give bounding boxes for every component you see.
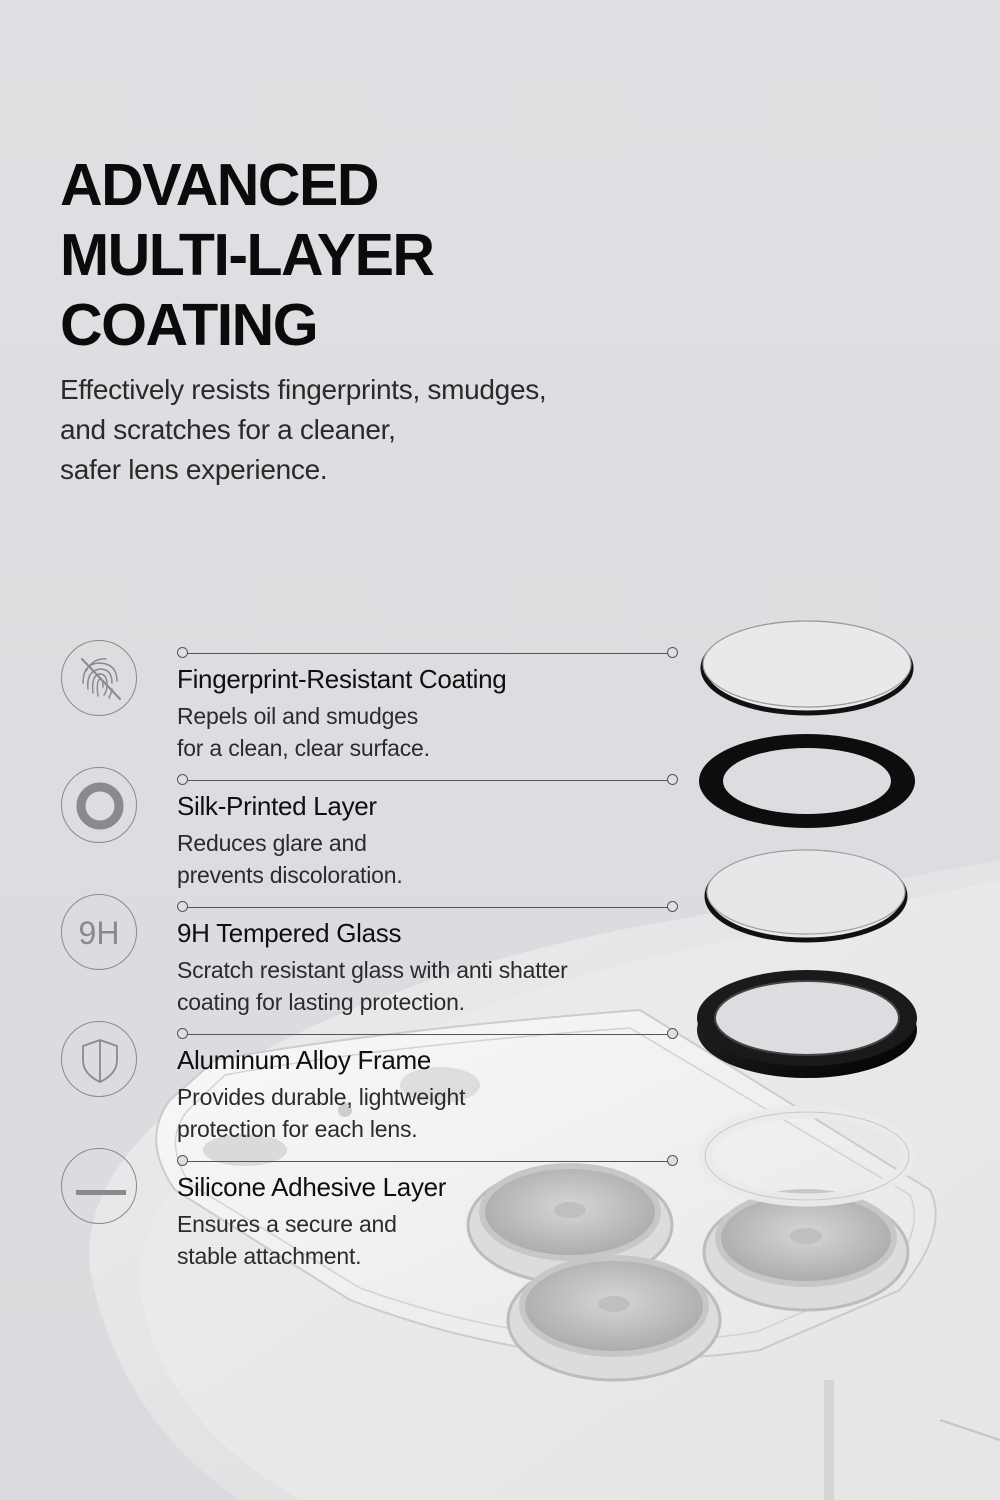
feature-title: 9H Tempered Glass — [177, 918, 402, 948]
desc-line: Repels oil and smudges — [177, 703, 419, 729]
leader-line — [178, 653, 673, 654]
leader-line — [178, 907, 673, 908]
leader-line — [178, 1034, 673, 1035]
shield-icon — [61, 1021, 137, 1097]
desc-line: protection for each lens. — [177, 1116, 418, 1142]
desc-line: Scratch resistant glass with anti shatter — [177, 957, 568, 983]
desc-line: Provides durable, lightweight — [177, 1084, 466, 1110]
leader-dot — [177, 1028, 188, 1039]
desc-line: Reduces glare and — [177, 830, 367, 856]
intro-line: safer lens experience. — [60, 454, 328, 485]
leader-line — [178, 1161, 673, 1162]
feature-title: Aluminum Alloy Frame — [177, 1045, 432, 1075]
desc-line: Ensures a secure and — [177, 1211, 397, 1237]
intro-line: Effectively resists fingerprints, smudges, — [60, 374, 547, 405]
feature-description — [177, 700, 430, 764]
desc-line: for a clean, clear surface. — [177, 735, 430, 761]
feature-description — [177, 827, 403, 891]
fingerprint-crossed-icon — [61, 640, 137, 716]
feature-fingerprint-resistant — [0, 640, 1000, 767]
intro-text — [60, 370, 546, 490]
page-title — [60, 150, 434, 360]
intro-line: and scratches for a cleaner, — [60, 414, 396, 445]
dash-icon — [61, 1148, 137, 1224]
feature-title: Fingerprint-Resistant Coating — [177, 664, 507, 694]
leader-dot — [177, 901, 188, 912]
leader-dot — [667, 1155, 678, 1166]
leader-dot — [667, 774, 678, 785]
leader-dot — [667, 901, 678, 912]
feature-tempered-glass — [0, 894, 1000, 1021]
leader-line — [178, 780, 673, 781]
title-line: ADVANCED — [60, 152, 378, 218]
title-line: MULTI-LAYER — [60, 222, 434, 288]
feature-silk-printed — [0, 767, 1000, 894]
leader-dot — [177, 647, 188, 658]
leader-dot — [177, 774, 188, 785]
title-line: COATING — [60, 292, 318, 358]
feature-title: Silk-Printed Layer — [177, 791, 377, 821]
feature-description — [177, 1208, 397, 1272]
feature-title: Silicone Adhesive Layer — [177, 1172, 447, 1202]
feature-silicone-adhesive — [0, 1148, 1000, 1275]
leader-dot — [177, 1155, 188, 1166]
badge-label: 9H — [78, 915, 120, 951]
9h-badge-icon — [61, 894, 137, 970]
feature-description — [177, 1081, 465, 1145]
feature-aluminum-frame — [0, 1021, 1000, 1148]
desc-line: stable attachment. — [177, 1243, 362, 1269]
camera-lens — [508, 1258, 720, 1380]
leader-dot — [667, 1028, 678, 1039]
ring-icon — [61, 767, 137, 843]
desc-line: coating for lasting protection. — [177, 989, 465, 1015]
feature-description — [177, 954, 568, 1018]
leader-dot — [667, 647, 678, 658]
desc-line: prevents discoloration. — [177, 862, 403, 888]
